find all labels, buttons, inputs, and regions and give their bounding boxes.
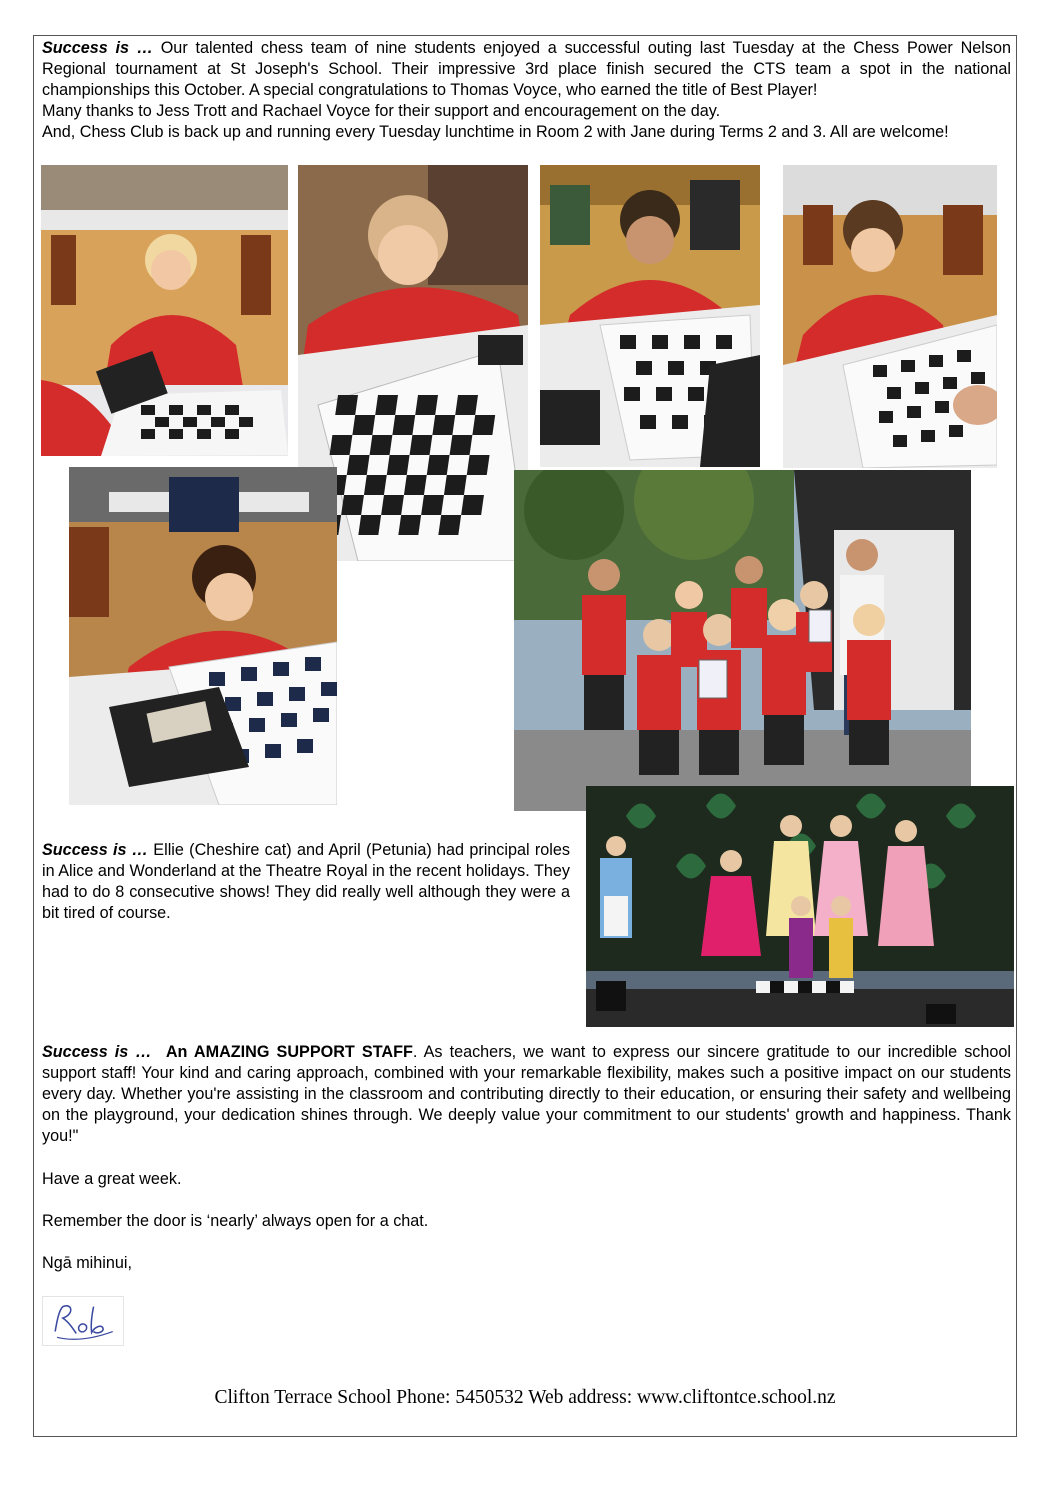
chess-team-group-photo [514,470,971,811]
chess-lead: Success is … [42,39,153,57]
staff-body: . As teachers, we want to express our sincere gratitude to our incredible school support staff! Your kind and caring approach, combined with your remarkable flexibility, makes such a positive impact on our students every day. Whether you're assisting in the classroom and contributing directly to their education, or ensuring their safety and wellbeing on the playground, your dedication shines through. We deeply value your commitment to our students' growth and happiness. Thank you!" [42,1043,1011,1145]
signature-image [42,1296,124,1346]
closing-door: Remember the door is ‘nearly’ always open for a chat. [42,1212,429,1230]
chess-photo-blond-boy [41,165,288,456]
theatre-lead: Success is … [42,841,148,859]
closing-week: Have a great week. [42,1170,182,1188]
chess-photo-girl-dark-hair [69,467,337,805]
chess-photo-thinking-boy [540,165,760,467]
staff-lead: Success is … [42,1043,152,1061]
theatre-body: Ellie (Cheshire cat) and April (Petunia) had principal roles in Alice and Wonderland at the Theatre Royal in the recent holidays. They had to do 8 consecutive shows! They did really well although they were a bit tired of course. [42,841,570,922]
school-footer: Clifton Terrace School Phone: 5450532 Web address: www.cliftontce.school.nz [214,1387,836,1408]
chess-club-note: And, Chess Club is back up and running every Tuesday lunchtime in Room 2 with Jane during Terms 2 and 3. All are welcome! [42,123,949,141]
staff-paragraph [42,1042,1011,1147]
chess-body: Our talented chess team of nine students enjoyed a successful outing last Tuesday at the Chess Power Nelson Regional tournament at St Joseph's School. Their impressive 3rd place finish secured the CTS team a spot in the national championships this October. A special congratulations to Thomas Voyce, who earned the title of Best Player! [42,39,1011,99]
chess-thanks: Many thanks to Jess Trott and Rachael Voyce for their support and encouragement on the day. [42,102,721,120]
chess-photo-girl-red [783,165,997,468]
chess-paragraph [42,38,1011,143]
theatre-stage-photo [586,786,1014,1027]
staff-heading: An AMAZING SUPPORT STAFF [165,1043,413,1061]
theatre-paragraph [42,840,570,924]
closing-signoff: Ngā mihinui, [42,1254,132,1272]
